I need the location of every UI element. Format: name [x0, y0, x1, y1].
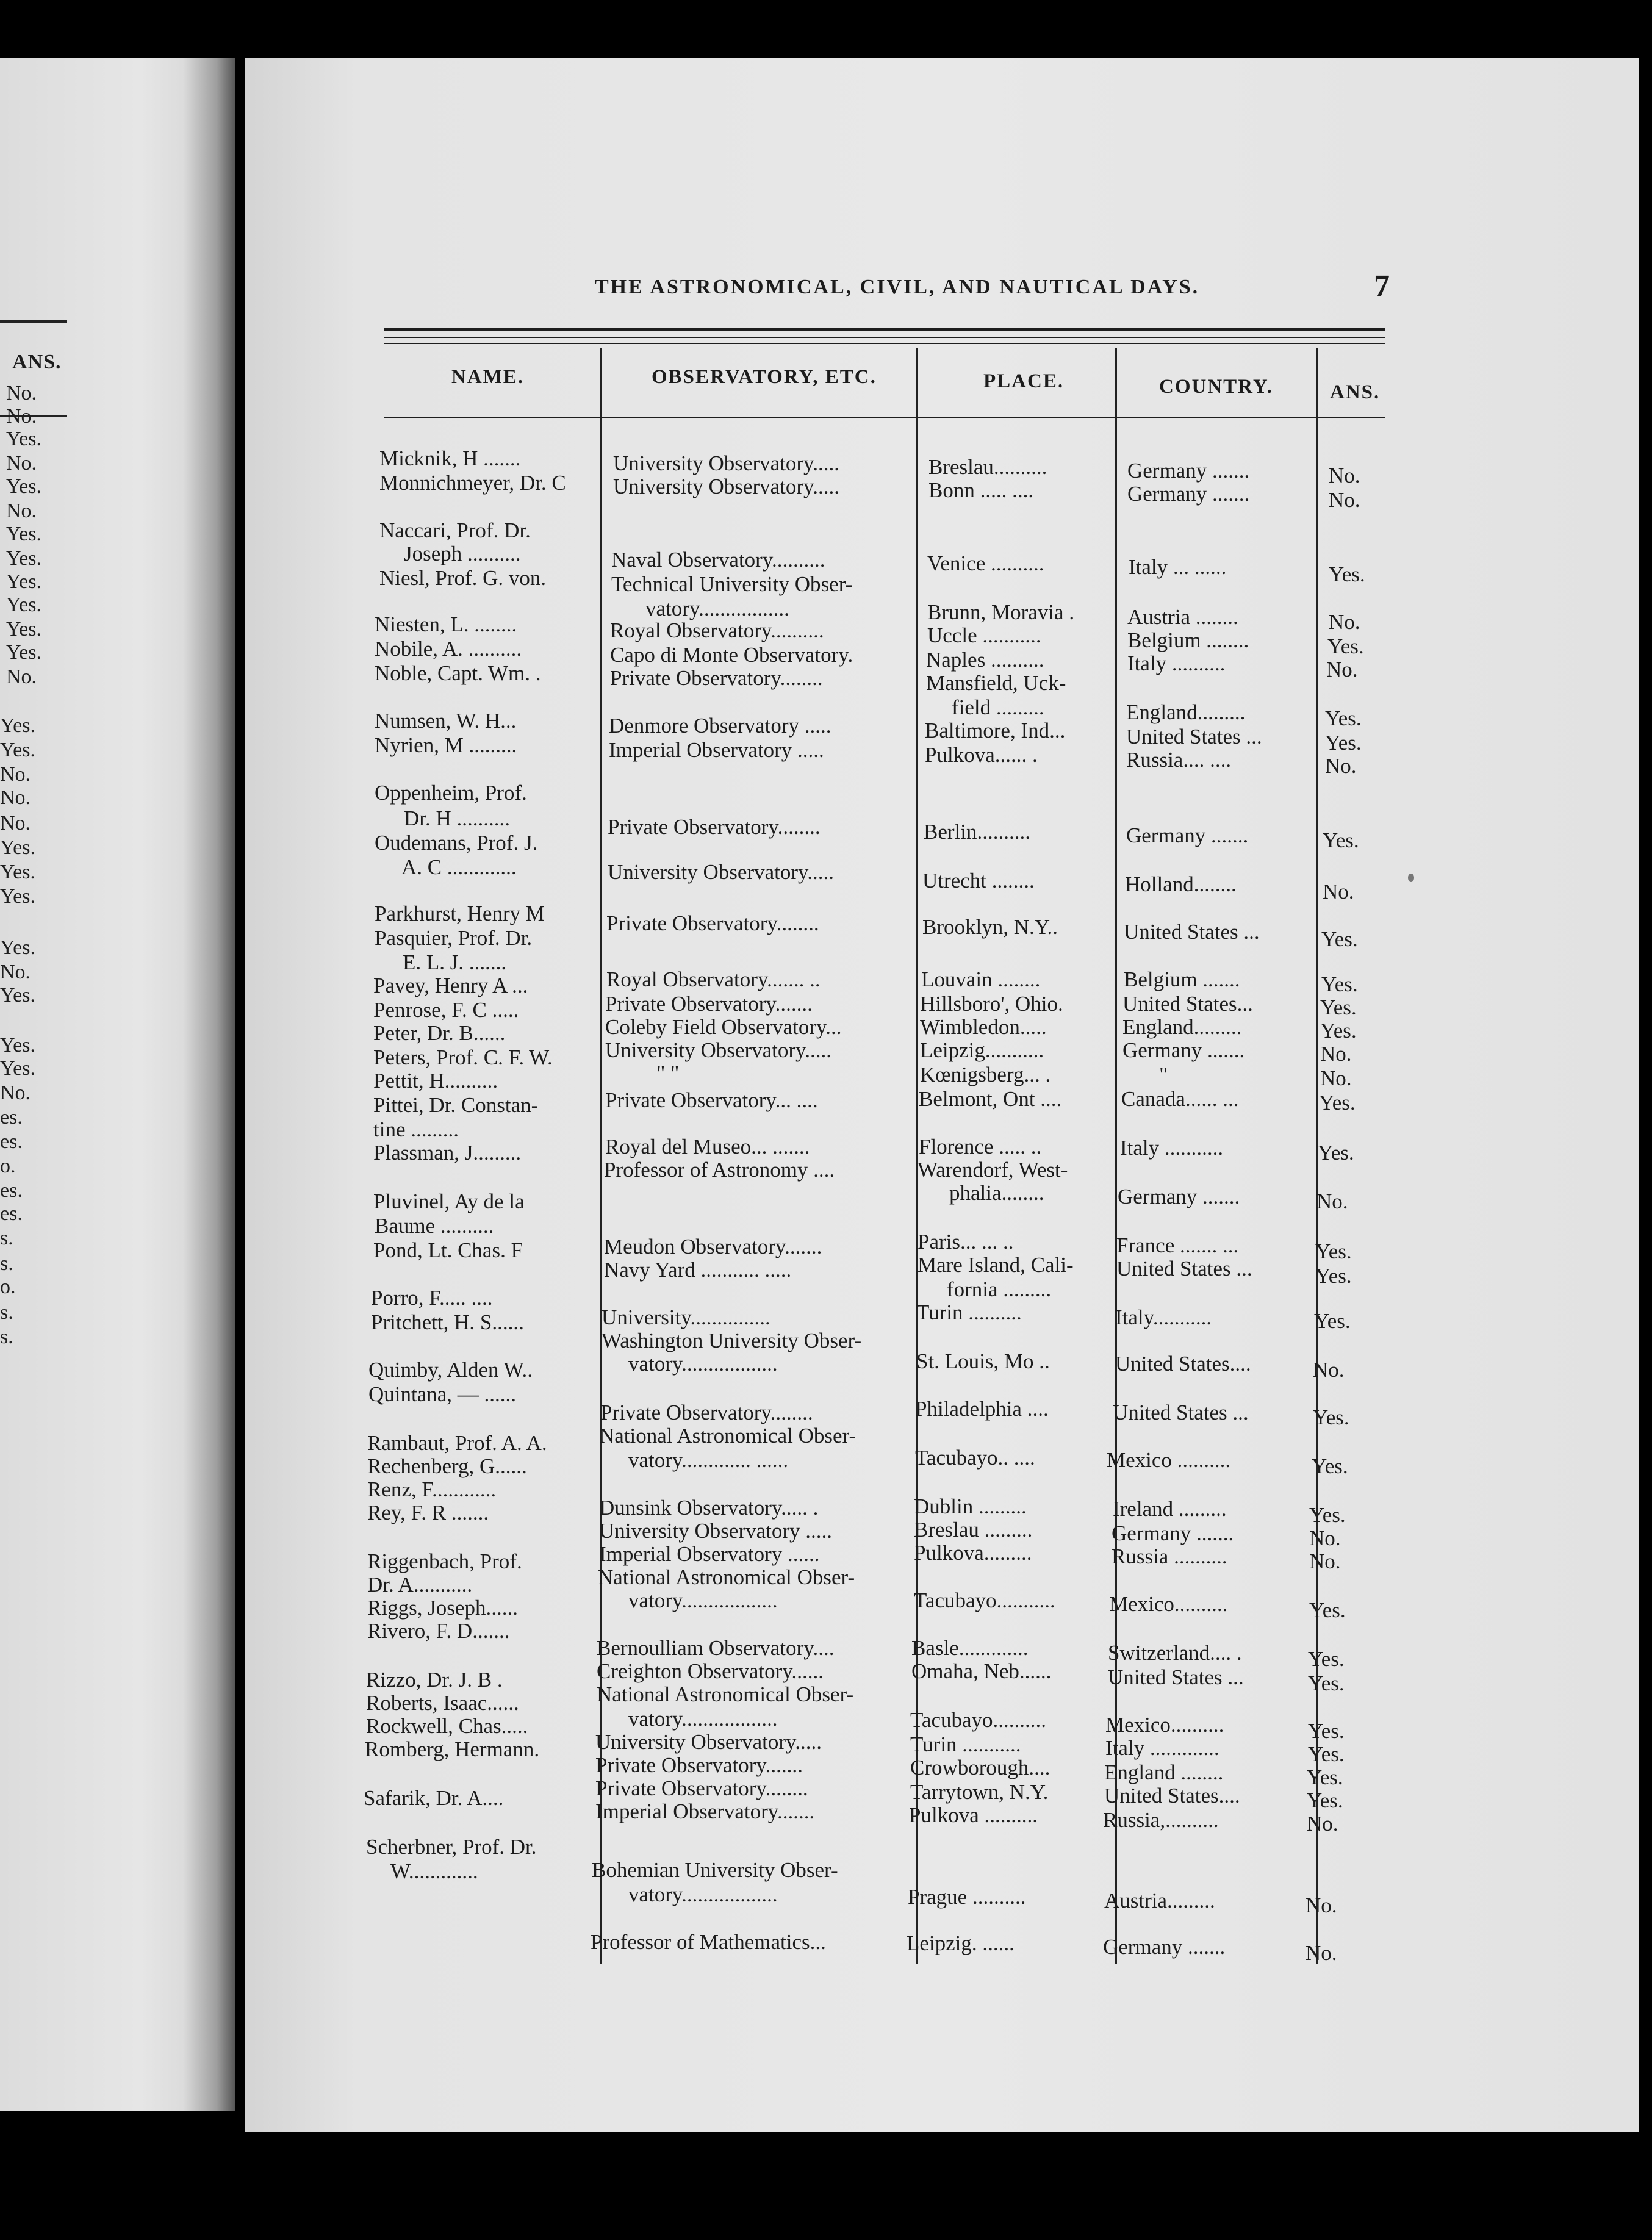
observatory-cell: vatory............. ......	[628, 1448, 789, 1472]
name-cell: Nobile, A. ..........	[375, 637, 522, 661]
observatory-cell: vatory..................	[628, 1883, 778, 1906]
observatory-cell: Professor of Mathematics...	[591, 1930, 826, 1954]
name-cell: Baume ..........	[375, 1214, 494, 1238]
place-cell: Utrecht ........	[922, 869, 1035, 892]
left-page-ans-entry: No.	[6, 666, 37, 688]
running-head: THE ASTRONOMICAL, CIVIL, AND NAUTICAL DAYS.	[595, 276, 1200, 298]
ink-spot	[1408, 874, 1414, 882]
country-cell: Germany .......	[1127, 459, 1250, 483]
country-cell: England.........	[1122, 1015, 1242, 1039]
left-page-ans-entry: Yes.	[6, 523, 41, 545]
place-cell: Philadelphia ....	[915, 1397, 1049, 1421]
observatory-cell: Private Observatory.......	[605, 992, 813, 1016]
name-cell: Rizzo, Dr. J. B .	[366, 1668, 503, 1692]
ans-cell: No.	[1309, 1526, 1341, 1550]
country-cell: Germany .......	[1118, 1185, 1240, 1208]
country-cell: Italy...........	[1115, 1305, 1212, 1329]
book-spine-shadow	[183, 58, 244, 2111]
name-cell: Romberg, Hermann.	[365, 1737, 540, 1761]
ans-cell: Yes.	[1309, 1598, 1346, 1622]
left-page-ans-entry: Yes.	[6, 570, 41, 593]
name-cell: Riggenbach, Prof.	[367, 1549, 522, 1573]
name-cell: Pittei, Dr. Constan-	[373, 1093, 539, 1117]
country-cell: Mexico..........	[1109, 1592, 1228, 1616]
left-page-ans-entry: Yes.	[0, 885, 35, 908]
ans-cell: No.	[1305, 1941, 1337, 1965]
name-cell: A. C .............	[401, 855, 517, 879]
name-cell: Rockwell, Chas.....	[366, 1714, 528, 1738]
place-cell: phalia........	[949, 1181, 1044, 1205]
name-cell: Oudemans, Prof. J.	[375, 831, 538, 855]
observatory-cell: National Astronomical Obser-	[597, 1682, 854, 1706]
place-cell: Basle.............	[911, 1636, 1029, 1660]
ans-cell: No.	[1309, 1549, 1341, 1573]
country-cell: United States ...	[1113, 1401, 1249, 1424]
observatory-cell: University Observatory.....	[605, 1038, 831, 1062]
observatory-cell: Professor of Astronomy ....	[604, 1158, 835, 1182]
country-cell: Austria ........	[1127, 605, 1238, 629]
ans-cell: No.	[1307, 1812, 1338, 1836]
place-cell: Tacubayo...........	[914, 1588, 1055, 1612]
ans-cell: Yes.	[1309, 1503, 1346, 1527]
observatory-cell: University Observatory.....	[608, 860, 834, 884]
name-cell: Riggs, Joseph......	[367, 1596, 518, 1620]
place-cell: Leipzig. ......	[907, 1931, 1015, 1955]
country-cell: United States...	[1122, 992, 1253, 1016]
name-cell: Rambaut, Prof. A. A.	[367, 1431, 547, 1455]
left-page-ans-entry: Yes.	[0, 984, 35, 1007]
left-page-ans-header: ANS.	[12, 351, 62, 373]
name-cell: Naccari, Prof. Dr.	[379, 519, 531, 542]
ans-cell: Yes.	[1321, 972, 1358, 996]
country-cell: Canada...... ...	[1121, 1087, 1239, 1111]
ans-cell: No.	[1320, 1066, 1352, 1090]
left-page-ans-entry: Yes.	[0, 739, 35, 761]
country-cell: Mexico..........	[1105, 1713, 1224, 1737]
left-page-ans-entry: s.	[0, 1252, 13, 1275]
country-cell: England ........	[1104, 1761, 1224, 1784]
name-cell: Pettit, H..........	[373, 1069, 498, 1093]
name-cell: Scherbner, Prof. Dr.	[366, 1835, 537, 1859]
observatory-cell: Royal Observatory....... ..	[606, 967, 821, 991]
ans-cell: Yes.	[1314, 1309, 1351, 1333]
observatory-cell: Imperial Observatory .....	[609, 738, 824, 762]
name-cell: E. L. J. .......	[403, 950, 507, 974]
observatory-cell: Royal del Museo... .......	[605, 1135, 810, 1158]
observatory-cell: Private Observatory........	[606, 911, 819, 935]
name-cell: Niesten, L. ........	[375, 612, 517, 636]
left-page-ans-entry: No.	[6, 382, 37, 404]
country-cell: Switzerland.... .	[1108, 1641, 1242, 1665]
left-page-ans-entry: s.	[0, 1301, 13, 1324]
observatory-cell: Private Observatory........	[600, 1401, 813, 1424]
observatory-cell: National Astronomical Obser-	[598, 1565, 855, 1589]
left-page-ans-entry: es.	[0, 1179, 23, 1202]
place-cell: fornia .........	[947, 1277, 1052, 1301]
observatory-cell: National Astronomical Obser-	[599, 1424, 857, 1448]
left-page-ans-entry: es.	[0, 1202, 23, 1225]
observatory-cell: Bernoulliam Observatory....	[597, 1636, 835, 1660]
country-cell: Italy ...........	[1120, 1136, 1224, 1160]
place-cell: Louvain ........	[921, 967, 1041, 991]
observatory-cell: Private Observatory........	[595, 1776, 808, 1800]
name-cell: Renz, F............	[367, 1477, 497, 1501]
place-cell: Breslau..........	[928, 455, 1047, 479]
left-page-ans-entry: s.	[0, 1326, 13, 1348]
place-cell: Belmont, Ont ....	[919, 1087, 1062, 1111]
place-cell: Breslau .........	[914, 1518, 1033, 1542]
ans-cell: Yes.	[1312, 1454, 1348, 1478]
ans-cell: Yes.	[1321, 927, 1358, 951]
observatory-cell: Naval Observatory..........	[611, 548, 825, 572]
name-cell: Rechenberg, G......	[367, 1454, 527, 1478]
ans-cell: No.	[1329, 464, 1360, 487]
country-cell: Germany .......	[1112, 1521, 1234, 1545]
left-page-ans-entry: es.	[0, 1106, 23, 1129]
place-cell: Warendorf, West-	[918, 1158, 1068, 1182]
name-cell: Pritchett, H. S......	[371, 1310, 524, 1334]
country-cell: Germany .......	[1126, 824, 1249, 847]
observatory-cell: vatory..................	[628, 1588, 778, 1612]
country-cell: Russia.... ....	[1126, 748, 1232, 772]
left-page-ans-entry: No.	[6, 452, 37, 475]
ans-cell: No.	[1320, 1042, 1352, 1066]
observatory-cell: University...............	[602, 1305, 770, 1329]
place-cell: Dublin .........	[914, 1495, 1027, 1518]
place-cell: Bonn ..... ....	[928, 478, 1034, 502]
header-country: COUNTRY.	[1159, 376, 1273, 398]
left-page-ans-entry: No.	[0, 763, 31, 786]
observatory-cell: " "	[656, 1061, 680, 1085]
place-cell: Uccle ...........	[927, 623, 1041, 647]
country-cell: Germany .......	[1127, 482, 1250, 506]
left-page-ans-entry: No.	[0, 812, 31, 835]
name-cell: Dr. A...........	[367, 1573, 473, 1596]
place-cell: Tacubayo..........	[910, 1708, 1047, 1732]
country-cell: France ....... ...	[1116, 1233, 1239, 1257]
name-cell: Quintana, — ......	[368, 1382, 517, 1406]
ans-cell: No.	[1316, 1190, 1348, 1213]
place-cell: Florence ..... ..	[919, 1135, 1042, 1158]
country-cell: Belgium ........	[1127, 628, 1249, 652]
name-cell: Roberts, Isaac......	[366, 1691, 519, 1715]
observatory-cell: Private Observatory........	[610, 666, 823, 690]
left-page-ans-entry: Yes.	[6, 547, 41, 570]
country-cell: United States....	[1104, 1784, 1240, 1807]
name-cell: Safarik, Dr. A....	[364, 1786, 504, 1810]
place-cell: Mare Island, Cali-	[918, 1253, 1074, 1277]
observatory-cell: Technical University Obser-	[611, 572, 853, 596]
place-cell: Hillsboro', Ohio.	[920, 992, 1063, 1016]
left-page-top-rule	[0, 320, 67, 323]
left-page-ans-entry: Yes.	[0, 1057, 35, 1080]
ans-cell: Yes.	[1308, 1719, 1345, 1743]
country-cell: Russia,..........	[1103, 1808, 1219, 1832]
name-cell: Micknik, H .......	[379, 447, 521, 470]
observatory-cell: University Observatory.....	[613, 475, 839, 498]
country-cell: Holland........	[1125, 872, 1237, 896]
ans-cell: Yes.	[1319, 1091, 1356, 1115]
name-cell: Penrose, F. C .....	[373, 998, 519, 1022]
name-cell: Pavey, Henry A ...	[373, 974, 528, 997]
ans-cell: Yes.	[1327, 634, 1364, 658]
name-cell: Niesl, Prof. G. von.	[379, 566, 547, 590]
left-page-ans-entry: o.	[0, 1276, 16, 1298]
ans-cell: No.	[1329, 610, 1360, 634]
observatory-cell: Navy Yard ........... .....	[604, 1258, 792, 1282]
place-cell: Baltimore, Ind...	[925, 719, 1066, 742]
name-cell: Noble, Capt. Wm. .	[375, 661, 541, 685]
country-cell: United States ...	[1126, 725, 1262, 748]
observatory-cell: Dunsink Observatory..... .	[599, 1496, 819, 1520]
country-cell: Italy .............	[1105, 1736, 1219, 1760]
name-cell: Parkhurst, Henry M	[375, 902, 545, 925]
left-page-ans-entry: o.	[0, 1155, 16, 1177]
observatory-cell: Meudon Observatory.......	[604, 1235, 822, 1258]
place-cell: Wimbledon.....	[920, 1015, 1047, 1039]
observatory-cell: Capo di Monte Observatory.	[610, 643, 853, 667]
country-cell: United States ...	[1116, 1257, 1252, 1280]
left-page-ans-entry: No.	[6, 405, 37, 428]
name-cell: Rey, F. R .......	[367, 1501, 489, 1524]
left-page-ans-entry: Yes.	[0, 836, 35, 859]
country-cell: "	[1159, 1063, 1168, 1086]
header-observatory: OBSERVATORY, ETC.	[652, 366, 877, 388]
name-cell: Peter, Dr. B......	[373, 1021, 506, 1045]
place-cell: Pulkova...... .	[925, 743, 1038, 767]
name-cell: Pluvinel, Ay de la	[373, 1190, 525, 1213]
left-page-ans-entry: s.	[0, 1227, 13, 1249]
place-cell: Mansfield, Uck-	[926, 671, 1066, 695]
name-cell: tine .........	[373, 1118, 459, 1141]
place-cell: Prague ..........	[908, 1885, 1026, 1909]
ans-cell: Yes.	[1323, 828, 1359, 852]
ans-cell: Yes.	[1307, 1765, 1343, 1789]
place-cell: Paris... ... ..	[918, 1230, 1014, 1254]
place-cell: Brunn, Moravia .	[927, 600, 1075, 624]
place-cell: Berlin..........	[924, 820, 1030, 844]
country-cell: England.........	[1126, 700, 1246, 724]
observatory-cell: vatory.................	[645, 597, 789, 620]
observatory-cell: Bohemian University Obser-	[592, 1858, 838, 1882]
header-ans: ANS.	[1330, 381, 1381, 403]
name-cell: Pond, Lt. Chas. F	[373, 1238, 523, 1262]
observatory-cell: Imperial Observatory ......	[599, 1542, 820, 1566]
place-cell: Tarrytown, N.Y.	[910, 1780, 1049, 1804]
country-cell: Belgium .......	[1124, 967, 1240, 991]
place-cell: Naples ..........	[926, 648, 1044, 672]
left-page-ans-entry: Yes.	[0, 714, 35, 737]
name-cell: Nyrien, M .........	[375, 733, 517, 757]
ans-cell: Yes.	[1320, 996, 1357, 1019]
ans-cell: Yes.	[1308, 1647, 1345, 1671]
country-cell: Germany .......	[1122, 1038, 1245, 1062]
country-cell: Russia ..........	[1112, 1545, 1227, 1568]
place-cell: Omaha, Neb......	[911, 1659, 1052, 1683]
country-cell: United States ...	[1124, 920, 1260, 944]
country-cell: United States ...	[1108, 1665, 1244, 1689]
left-page-ans-entry: Yes.	[6, 618, 41, 641]
left-page-ans-entry: Yes.	[6, 428, 41, 450]
ans-cell: No.	[1305, 1894, 1337, 1917]
country-cell: Ireland .........	[1113, 1497, 1227, 1521]
left-page-ans-entry: Yes.	[0, 1034, 35, 1057]
country-cell: Italy ..........	[1127, 652, 1226, 675]
ans-cell: Yes.	[1307, 1789, 1343, 1812]
country-cell: United States....	[1115, 1352, 1251, 1376]
left-page-ans-entry: Yes.	[6, 641, 41, 664]
name-cell: W.............	[390, 1859, 478, 1883]
country-cell: Italy ... ......	[1129, 555, 1227, 579]
place-cell: St. Louis, Mo ..	[916, 1349, 1050, 1373]
ans-cell: Yes.	[1315, 1240, 1352, 1263]
left-page-ans-entry: Yes.	[6, 475, 41, 498]
country-cell: Germany .......	[1103, 1935, 1226, 1959]
observatory-cell: University Observatory.....	[613, 451, 839, 475]
place-cell: Venice ..........	[927, 551, 1044, 575]
table-top-rule-2	[384, 337, 1385, 338]
observatory-cell: Denmore Observatory .....	[609, 714, 831, 738]
name-cell: Rivero, F. D.......	[367, 1619, 510, 1643]
place-cell: Turin ..........	[916, 1301, 1022, 1324]
observatory-cell: University Observatory.....	[595, 1730, 822, 1754]
ans-cell: No.	[1323, 880, 1354, 903]
place-cell: Brooklyn, N.Y..	[922, 915, 1058, 939]
ans-cell: Yes.	[1325, 706, 1362, 730]
name-cell: Peters, Prof. C. F. W.	[373, 1046, 553, 1069]
observatory-cell: vatory..................	[628, 1352, 778, 1376]
left-page-ans-entry: No.	[0, 1082, 31, 1104]
left-page-ans-entry: No.	[6, 500, 37, 522]
observatory-cell: Private Observatory.......	[595, 1753, 803, 1777]
place-cell: Pulkova.........	[914, 1541, 1032, 1565]
header-name: NAME.	[451, 366, 525, 388]
table-top-rule-1	[384, 328, 1385, 331]
observatory-cell: Coleby Field Observatory...	[605, 1015, 842, 1039]
header-place: PLACE.	[983, 370, 1065, 392]
observatory-cell: University Observatory .....	[599, 1519, 833, 1543]
left-page-ans-entry: Yes.	[0, 936, 35, 959]
left-page-ans-entry: No.	[0, 786, 31, 809]
ans-cell: Yes.	[1325, 731, 1362, 755]
ans-cell: Yes.	[1308, 1671, 1345, 1695]
column-divider-1	[600, 348, 602, 1964]
ans-cell: No.	[1329, 488, 1360, 512]
name-cell: Oppenheim, Prof.	[375, 781, 527, 805]
name-cell: Joseph ..........	[404, 542, 521, 565]
name-cell: Numsen, W. H...	[375, 709, 517, 733]
observatory-cell: Private Observatory........	[608, 815, 821, 839]
ans-cell: No.	[1326, 658, 1358, 681]
ans-cell: Yes.	[1318, 1141, 1354, 1165]
place-cell: Crowborough....	[910, 1756, 1050, 1779]
name-cell: Plassman, J.........	[373, 1141, 522, 1165]
name-cell: Monnichmeyer, Dr. C	[379, 471, 566, 495]
left-page-ans-entry: Yes.	[6, 594, 41, 616]
observatory-cell: vatory..................	[628, 1707, 778, 1731]
observatory-cell: Imperial Observatory.......	[595, 1800, 815, 1823]
ans-cell: Yes.	[1320, 1019, 1357, 1043]
place-cell: Kœnigsberg... .	[920, 1063, 1051, 1086]
observatory-cell: Creighton Observatory......	[597, 1659, 824, 1683]
name-cell: Porro, F..... ....	[371, 1286, 493, 1310]
ans-cell: No.	[1313, 1358, 1345, 1382]
left-page-ans-entry: No.	[0, 961, 31, 983]
left-page-ans-entry: es.	[0, 1130, 23, 1153]
name-cell: Dr. H ..........	[404, 806, 511, 830]
observatory-cell: Royal Observatory..........	[610, 619, 824, 642]
ans-cell: Yes.	[1308, 1742, 1345, 1766]
name-cell: Quimby, Alden W..	[368, 1358, 533, 1382]
ans-cell: Yes.	[1329, 562, 1365, 586]
place-cell: Pulkova ..........	[909, 1803, 1038, 1827]
observatory-cell: Private Observatory... ....	[605, 1088, 818, 1112]
place-cell: Turin ...........	[910, 1732, 1021, 1756]
country-cell: Mexico ..........	[1107, 1448, 1231, 1472]
country-cell: Austria.........	[1104, 1889, 1215, 1912]
observatory-cell: Washington University Obser-	[602, 1329, 862, 1352]
ans-cell: Yes.	[1315, 1264, 1352, 1288]
place-cell: Tacubayo.. ....	[915, 1446, 1035, 1470]
place-cell: Leipzig...........	[920, 1038, 1044, 1062]
left-page-ans-entry: Yes.	[0, 861, 35, 883]
ans-cell: Yes.	[1313, 1405, 1349, 1429]
table-header-rule	[384, 417, 1385, 418]
ans-cell: No.	[1325, 754, 1357, 778]
page-number: 7	[1374, 269, 1390, 304]
place-cell: field .........	[952, 695, 1044, 719]
name-cell: Pasquier, Prof. Dr.	[375, 926, 533, 950]
table-top-rule-3	[384, 343, 1385, 344]
